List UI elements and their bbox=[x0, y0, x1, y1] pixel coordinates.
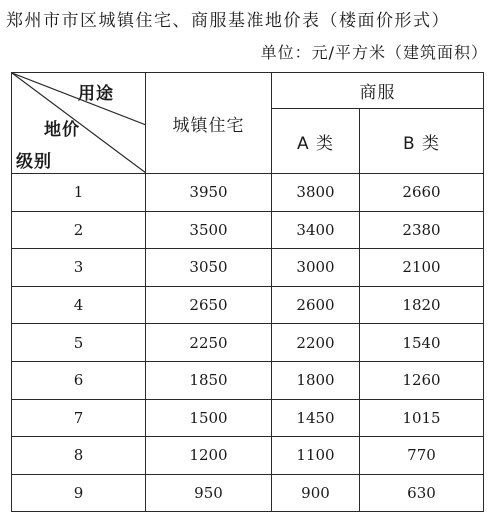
unit-note: 单位：元/平方米（建筑面积） bbox=[260, 43, 488, 62]
residential-price-cell: 1850 bbox=[146, 361, 272, 399]
commercial-a-price-cell: 900 bbox=[272, 474, 360, 512]
header-residential: 城镇住宅 bbox=[146, 73, 272, 174]
commercial-a-price-cell: 3400 bbox=[272, 211, 360, 249]
page-title: 郑州市市区城镇住宅、商服基准地价表（楼面价形式） bbox=[6, 11, 450, 31]
corner-label-use: 用途 bbox=[78, 84, 114, 104]
grade-cell: 2 bbox=[12, 211, 146, 249]
commercial-a-price-cell: 1100 bbox=[272, 437, 360, 475]
corner-label-price: 地价 bbox=[44, 120, 80, 140]
grade-cell: 9 bbox=[12, 474, 146, 512]
table-row bbox=[12, 399, 484, 437]
commercial-b-price-cell: 1015 bbox=[360, 399, 484, 437]
commercial-b-price-cell: 2100 bbox=[360, 249, 484, 287]
commercial-a-price-cell: 1800 bbox=[272, 361, 360, 399]
corner-label-grade: 级别 bbox=[16, 152, 52, 172]
table-row bbox=[12, 286, 484, 324]
commercial-a-price-cell: 2600 bbox=[272, 286, 360, 324]
grade-cell: 6 bbox=[12, 361, 146, 399]
commercial-b-price-cell: 1540 bbox=[360, 324, 484, 362]
commercial-a-price-cell: 3800 bbox=[272, 174, 360, 212]
residential-price-cell: 3950 bbox=[146, 174, 272, 212]
table-row bbox=[12, 437, 484, 475]
grade-cell: 1 bbox=[12, 174, 146, 212]
header-row-1 bbox=[12, 73, 484, 109]
residential-price-cell: 2250 bbox=[146, 324, 272, 362]
table-row bbox=[12, 211, 484, 249]
grade-cell: 3 bbox=[12, 249, 146, 287]
grade-cell: 5 bbox=[12, 324, 146, 362]
corner-header-cell bbox=[12, 73, 146, 174]
residential-price-cell: 3050 bbox=[146, 249, 272, 287]
header-commercial-a: A 类 bbox=[272, 109, 360, 174]
residential-price-cell: 2650 bbox=[146, 286, 272, 324]
residential-price-cell: 950 bbox=[146, 474, 272, 512]
grade-cell: 7 bbox=[12, 399, 146, 437]
commercial-b-price-cell: 770 bbox=[360, 437, 484, 475]
table-row bbox=[12, 361, 484, 399]
commercial-b-price-cell: 2380 bbox=[360, 211, 484, 249]
commercial-a-price-cell: 3000 bbox=[272, 249, 360, 287]
table-row bbox=[12, 249, 484, 287]
commercial-b-price-cell: 1820 bbox=[360, 286, 484, 324]
residential-price-cell: 1200 bbox=[146, 437, 272, 475]
commercial-b-price-cell: 1260 bbox=[360, 361, 484, 399]
commercial-b-price-cell: 2660 bbox=[360, 174, 484, 212]
residential-price-cell: 3500 bbox=[146, 211, 272, 249]
commercial-a-price-cell: 2200 bbox=[272, 324, 360, 362]
table-body bbox=[12, 174, 484, 512]
grade-cell: 4 bbox=[12, 286, 146, 324]
header-commercial-b: B 类 bbox=[360, 109, 484, 174]
table-row bbox=[12, 174, 484, 212]
commercial-b-price-cell: 630 bbox=[360, 474, 484, 512]
commercial-a-price-cell: 1450 bbox=[272, 399, 360, 437]
table-row bbox=[12, 324, 484, 362]
residential-price-cell: 1500 bbox=[146, 399, 272, 437]
table-row bbox=[12, 474, 484, 512]
grade-cell: 8 bbox=[12, 437, 146, 475]
price-table bbox=[11, 72, 484, 512]
header-commercial: 商服 bbox=[272, 73, 484, 109]
